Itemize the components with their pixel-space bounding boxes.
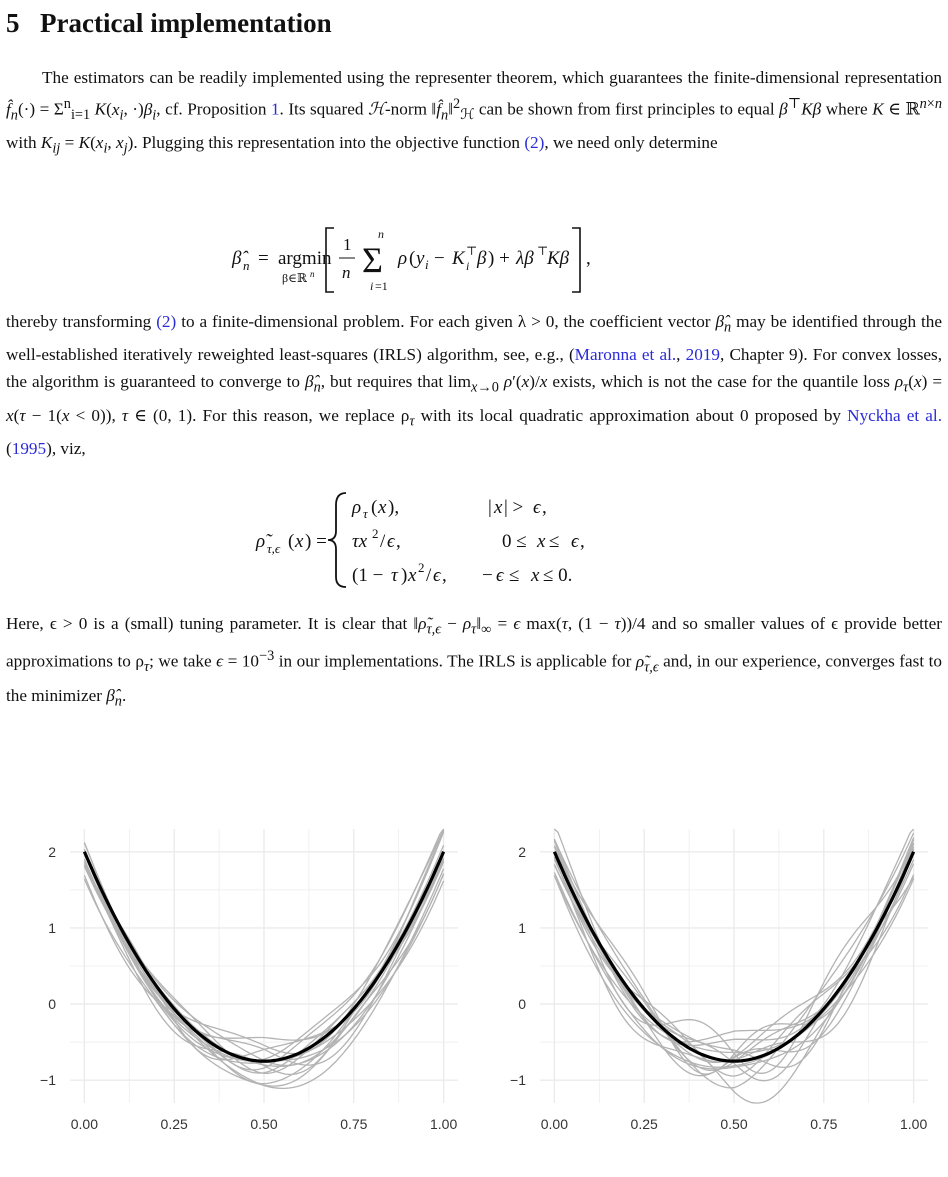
svg-text:λβ: λβ (516, 248, 534, 269)
svg-text:⊤: ⊤ (466, 244, 478, 258)
equation-argmin-graphic (6, 220, 942, 298)
text-span: The estimators can be readily implemented using the representer theorem, which guarantees the finite-dimensional representation (42, 68, 942, 87)
svg-text:ϵ: ϵ (433, 565, 441, 586)
y-tick-label: 0 (48, 996, 56, 1013)
simulation-plot-left (6, 823, 466, 1153)
svg-text:/: / (426, 565, 432, 586)
svg-text:x: x (531, 565, 540, 586)
text-span: and, in our experience, converges fast to the minimizer (6, 652, 942, 705)
svg-text:1: 1 (343, 235, 352, 254)
text-span: with its local quadratic approximation about 0 proposed by (420, 405, 842, 425)
x-tick-label: 0.00 (70, 1116, 98, 1132)
text-span: in our implementations. The IRLS is applicable for (278, 652, 632, 672)
x-tick-label: 0.25 (160, 1116, 188, 1132)
text-span: ; we take (149, 652, 212, 672)
y-tick-label: 2 (48, 843, 56, 860)
svg-text:x: x (378, 497, 387, 518)
svg-text:≤ 0.: ≤ 0. (543, 565, 573, 586)
plot-right-svg (476, 823, 936, 1153)
svg-text:(: ( (409, 248, 416, 269)
text-span: with (6, 133, 37, 153)
svg-text:/: / (380, 531, 386, 552)
svg-text:ϵ: ϵ (533, 497, 541, 518)
plot-left-svg (6, 823, 466, 1153)
svg-text:(: ( (371, 497, 378, 518)
svg-text:ρ: ρ (398, 248, 408, 269)
svg-text:≤: ≤ (549, 531, 560, 552)
simulation-plot-right (476, 823, 936, 1153)
svg-text:ϵ: ϵ (571, 531, 579, 552)
equation-link[interactable]: (2) (524, 133, 545, 153)
citation-year-link[interactable]: 2019 (685, 345, 720, 365)
citation-year-link[interactable]: 1995 (11, 439, 47, 459)
equation-argmin (6, 220, 942, 298)
x-tick-label: 0.75 (810, 1116, 838, 1132)
svg-text:0 ≤: 0 ≤ (502, 531, 527, 552)
paragraph-tuning: Here, ϵ > 0 is a (small) tuning parameter. It is clear that $‖\rhõ_{\tau,\epsilon}$ − $\rho_\tau‖_\infty = \epsilon$ max(τ, (1 − τ))/4 and so smaller values of ϵ provide better approximations to $\rho_\tau$; we take $\epsilon = 10^{-3}$ in our implementations. The IRLS is applicable for $\rhõ_{\tau,\epsilon}$ and, in our experience, converges fast to the minimizer $\betâ_n$. (6, 614, 943, 710)
y-tick-label: −1 (40, 1072, 56, 1089)
svg-text:,: , (580, 531, 585, 552)
svg-text:Kβ: Kβ (547, 248, 570, 269)
svg-text:,: , (396, 531, 401, 552)
svg-text:n: n (310, 269, 315, 279)
svg-text:(: ( (288, 531, 295, 552)
svg-text:=1: =1 (375, 279, 388, 293)
svg-text:x: x (295, 531, 304, 552)
equation-link[interactable]: (2) (156, 312, 177, 331)
svg-text:=: = (258, 248, 269, 269)
svg-text:n: n (243, 258, 250, 273)
text-span: , Chapter 9). For convex losses, the algorithm is guaranteed to converge to (6, 345, 942, 392)
svg-text:,: , (542, 497, 547, 518)
text-span: thereby transforming (6, 312, 152, 331)
svg-text:i: i (370, 279, 374, 293)
plot-left-y-ticks (40, 844, 56, 1088)
section-title: Practical implementation (40, 8, 332, 38)
text-span: -norm (384, 99, 427, 119)
svg-text:): ) (401, 565, 408, 586)
svg-text:ρ̃: ρ̃ (256, 531, 266, 552)
svg-text:,: , (586, 248, 591, 269)
svg-text:−: − (434, 248, 445, 269)
proposition-link[interactable]: 1 (270, 99, 280, 119)
svg-text:K: K (452, 248, 465, 269)
svg-text:n: n (378, 227, 384, 241)
svg-text:τ,ϵ: τ,ϵ (267, 541, 281, 556)
svg-text:Σ: Σ (362, 240, 383, 280)
svg-text:β∈ℝ: β∈ℝ (282, 271, 307, 285)
plot-right-y-ticks (510, 844, 526, 1088)
svg-text:argmin: argmin (278, 248, 332, 269)
x-tick-label: 1.00 (430, 1116, 458, 1132)
x-tick-label: 0.50 (720, 1116, 748, 1132)
text-span: may be identified through the well-established iteratively reweighted least-squares (IRLS) algorithm, see, e.g., ( (6, 312, 943, 365)
text-span: can be shown from first principles to equal (478, 99, 775, 119)
y-tick-label: 1 (518, 919, 526, 936)
text-span: . For this reason, we replace ρ (192, 405, 410, 425)
y-tick-label: 2 (518, 843, 526, 860)
text-span: Plugging this representation into the objective function (141, 133, 521, 153)
x-tick-label: 0.25 (630, 1116, 658, 1132)
svg-text:i: i (425, 257, 429, 272)
x-tick-label: 0.75 (340, 1116, 368, 1132)
text-span: , we need only determine (544, 133, 718, 153)
text-span: , but requires that (320, 372, 444, 392)
svg-text:≤: ≤ (509, 565, 520, 586)
svg-text:τ: τ (363, 506, 368, 521)
plot-right-x-ticks (541, 1116, 928, 1132)
svg-text:τ: τ (391, 565, 398, 586)
paragraph-representer: The estimators can be readily implemented using the representer theorem, which guarantees the finite-dimensional representation $f̂_n(\cdot) = \Sigma^n_{i=1}$ $K(x_i$, $\cdot)\beta_i$, cf. Proposition 1. Its squared ℋ-norm $‖f̂_n‖^2_ℋ$ can be shown from first principles to equal β⊤Kβ where K ∈ ℝ$^{n\times n}$ with $K_{ij} = K(x_i$, $x_j$). Plugging this representation into the objective function (2), we need only determine (6, 68, 943, 157)
text-span: where (825, 99, 868, 119)
x-tick-label: 0.50 (250, 1116, 278, 1132)
section-number: 5 (6, 8, 20, 38)
svg-text:|: | (488, 497, 492, 518)
svg-text:2: 2 (372, 526, 379, 541)
svg-text:ϵ: ϵ (387, 531, 395, 552)
x-tick-label: 1.00 (900, 1116, 928, 1132)
text-span: to a finite-dimensional problem. For each given λ > 0, the coefficient vector (181, 312, 711, 331)
text-span: cf. Proposition (165, 99, 267, 119)
svg-text:β̂: β̂ (232, 248, 242, 269)
text-span: and so smaller values of ϵ provide better approximations to ρ (6, 614, 943, 672)
svg-text:ρ: ρ (352, 497, 362, 518)
svg-text:x: x (537, 531, 546, 552)
svg-text:,: , (442, 565, 447, 586)
svg-text:−: − (482, 565, 493, 586)
equation-smoothed-loss (6, 487, 942, 593)
svg-text:| >: | > (504, 497, 524, 518)
svg-text:x: x (408, 565, 417, 586)
svg-text:),: ), (388, 497, 400, 518)
svg-text:ϵ: ϵ (496, 565, 504, 586)
svg-text:x: x (494, 497, 503, 518)
text-span: Here, ϵ > 0 is a (small) tuning parameter. It is clear that (6, 614, 408, 633)
text-span: exists, which is not the case for the quantile loss (552, 372, 890, 392)
text-span: . Its squared (279, 99, 364, 119)
figure-caption-partial (6, 1155, 942, 1177)
citation-link[interactable]: Nyckha et al. (847, 405, 942, 425)
svg-text:τx: τx (352, 531, 368, 552)
svg-text:(1 −: (1 − (352, 565, 384, 586)
svg-text:β: β (477, 248, 487, 269)
svg-text:n: n (342, 263, 351, 282)
svg-text:) +: ) + (488, 248, 510, 269)
text-span: ), viz, (46, 439, 86, 459)
svg-text:i: i (466, 259, 470, 273)
svg-text:) =: ) = (305, 531, 327, 552)
plot-left-x-ticks (71, 1116, 458, 1132)
y-tick-label: 0 (518, 996, 526, 1013)
y-tick-label: 1 (48, 919, 56, 936)
y-tick-label: −1 (510, 1072, 526, 1089)
citation-link[interactable]: Maronna et al. (574, 345, 677, 365)
section-heading (6, 8, 332, 39)
svg-text:⊤: ⊤ (537, 244, 549, 258)
equation-smoothed-loss-graphic (6, 487, 942, 593)
svg-text:2: 2 (418, 560, 425, 575)
paragraph-irls: thereby transforming (2) to a finite-dimensional problem. For each given λ > 0, the coefficient vector $\betâ_n$ may be identified through the well-established iteratively reweighted least-squares (IRLS) algorithm, see, e.g., (Maronna et al., 2019, Chapter 9). For convex losses, the algorithm is guaranteed to converge to $\betâ_n$, but requires that $\lim_{x\to 0} \rho'(x)/x$ exists, which is not the case for the quantile loss $\rho_\tau(x) = x(\tau - 1(x < 0))$, τ ∈ (0, 1). For this reason, we replace $\rho_\tau$ with its local quadratic approximation about 0 proposed by Nyckha et al. (1995), viz, (6, 312, 943, 459)
x-tick-label: 0.00 (540, 1116, 568, 1132)
svg-text:y: y (416, 248, 425, 269)
